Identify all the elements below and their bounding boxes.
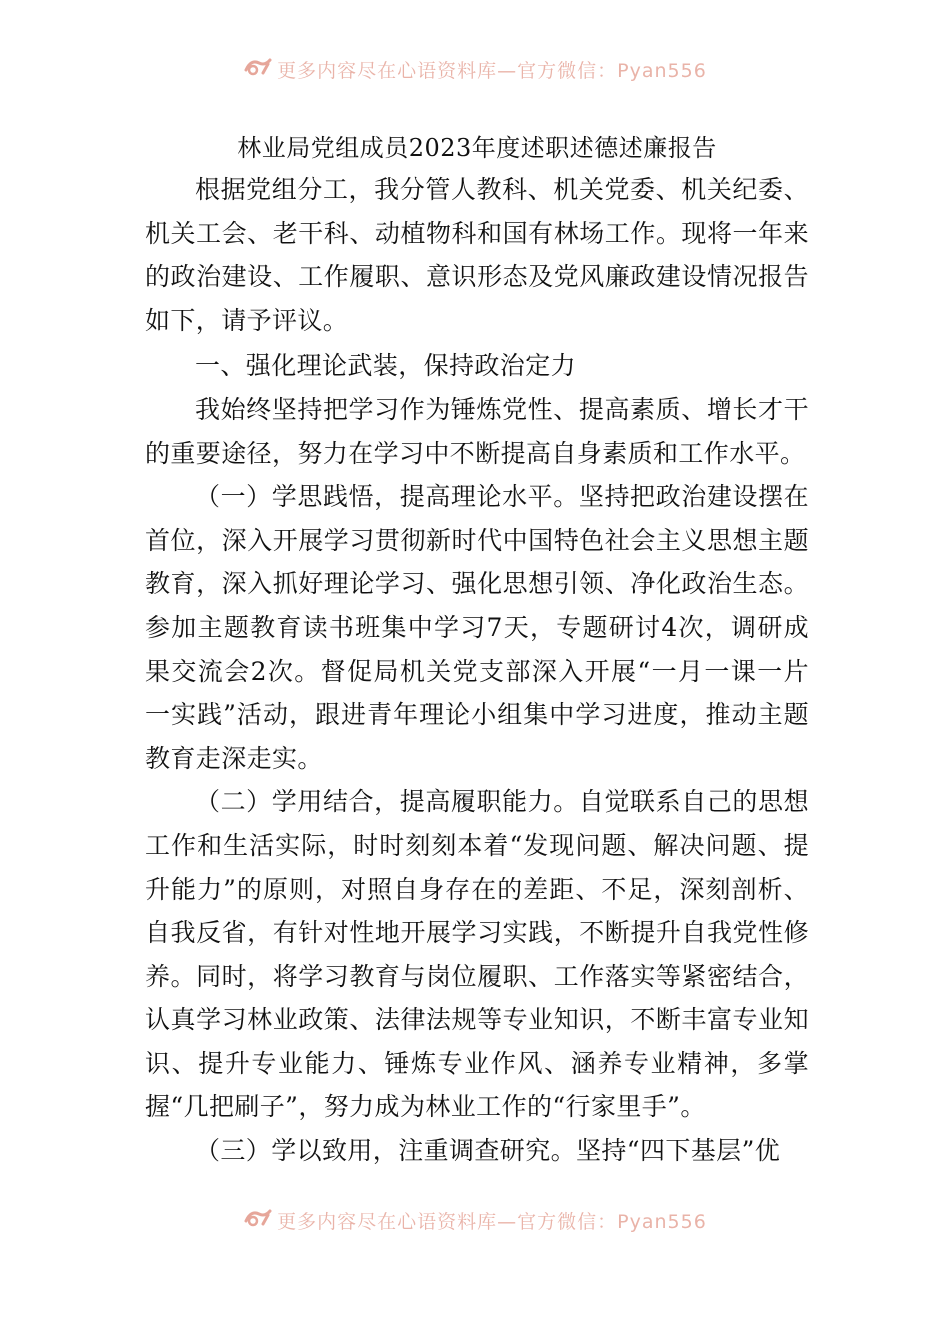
watermark-text: 更多内容尽在心语资料库—官方微信：Pyan556 — [277, 59, 707, 82]
watermark-logo-icon — [243, 53, 273, 89]
section-heading-1: 一、强化理论武装，保持政治定力 — [195, 351, 577, 381]
paragraph-subsection-2: （二）学用结合，提高履职能力。自觉联系自己的思想工作和生活实际，时时刻刻本着“发现问题、解决问题、提升能力”的原则，对照自身存在的差距、不足，深刻剖析、自我反省，有针对性地开展学习实践，不断提升自我党性修养。同时，将学习教育与岗位履职、工作落实等紧密结合，认真学习林业政策、法律法规等专业知识，不断丰富专业知识、提升专业能力、锤炼专业作风、涵养专业精神，多掌握“几把刷子”，努力成为林业工作的“行家里手”。 — [145, 787, 809, 1122]
document-title: 林业局党组成员2023年度述职述德述廉报告 — [237, 134, 717, 162]
paragraph-subsection-1: （一）学思践悟，提高理论水平。坚持把政治建设摆在首位，深入开展学习贯彻新时代中国特色社会主义思想主题教育，深入抓好理论学习、强化思想引领、净化政治生态。参加主题教育读书班集中学习7天，专题研讨4次，调研成果交流会2次。督促局机关党支部深入开展“一月一课一片一实践”活动，跟进青年理论小组集中学习进度，推动主题教育走深走实。 — [145, 482, 809, 773]
watermark-bottom — [0, 1203, 950, 1239]
document-page — [145, 128, 809, 1173]
paragraph-intro: 根据党组分工，我分管人教科、机关党委、机关纪委、机关工会、老干科、动植物科和国有林场工作。现将一年来的政治建设、工作履职、意识形态及党风廉政建设情况报告如下，请予评议。 — [145, 175, 809, 335]
watermark-logo-icon — [243, 1204, 273, 1240]
watermark-text: 更多内容尽在心语资料库—官方微信：Pyan556 — [277, 1210, 707, 1233]
watermark-top — [0, 52, 950, 88]
paragraph-section-1-lead: 我始终坚持把学习作为锤炼党性、提高素质、增长才干的重要途径，努力在学习中不断提高自身素质和工作水平。 — [145, 394, 809, 468]
paragraph-subsection-3: （三）学以致用，注重调查研究。坚持“四下基层”优 — [195, 1136, 781, 1166]
